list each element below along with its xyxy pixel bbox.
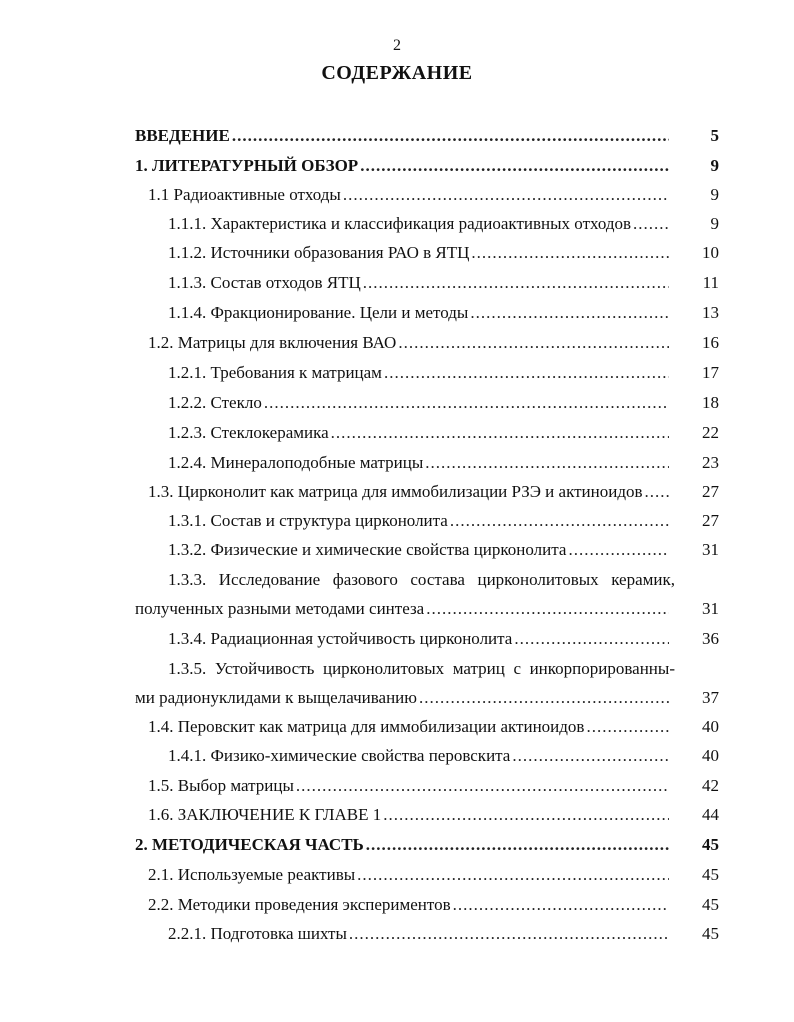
- toc-entry-page: 45: [702, 924, 719, 943]
- toc-entry-label: 1.1 Радиоактивные отходы: [148, 185, 341, 204]
- toc-entry-page: 36: [702, 629, 719, 648]
- toc-entry-label: 1.4. Перовскит как матрица для иммобилизации актиноидов: [148, 717, 585, 736]
- toc-entry-page: 45: [702, 835, 719, 854]
- toc-entry-page: 9: [710, 214, 719, 233]
- toc-entry-page: 42: [702, 776, 719, 795]
- page-number: 2: [393, 37, 401, 54]
- toc-entry-page: 18: [702, 393, 719, 412]
- toc-leader-dots: [366, 833, 669, 857]
- toc-entry-label: 1.6. ЗАКЛЮЧЕНИЕ К ГЛАВЕ 1: [148, 805, 382, 824]
- toc-leader-dots: [450, 509, 669, 533]
- toc-leader-dots: [232, 124, 669, 148]
- toc-entry: [135, 124, 719, 148]
- toc-entry: [148, 715, 719, 739]
- toc-leader-dots: [357, 863, 669, 887]
- toc-entry-label: 2.2. Методики проведения экспериментов: [148, 895, 451, 914]
- toc-entry-label: 1.2.1. Требования к матрицам: [168, 363, 382, 382]
- toc-entry-page: 31: [702, 540, 719, 559]
- toc-entry-page: 17: [702, 363, 719, 382]
- toc-entry-label: 1.2.4. Минералоподобные матрицы: [168, 453, 424, 472]
- toc-leader-dots: [360, 154, 669, 178]
- toc-entry: [135, 833, 719, 857]
- toc-entry: [168, 922, 719, 946]
- toc-leader-dots: [331, 421, 669, 445]
- toc-leader-dots: [296, 774, 669, 798]
- toc-entry: [168, 509, 719, 533]
- toc-entry-label: 1.5. Выбор матрицы: [148, 776, 294, 795]
- toc-entry-page: 40: [702, 717, 719, 736]
- toc-entry: [135, 686, 719, 710]
- toc-leader-dots: [514, 627, 669, 651]
- toc-entry-label: 1.1.1. Характеристика и классификация радиоактивных отходов: [168, 214, 632, 233]
- toc-entry-label: 1.1.3. Состав отходов ЯТЦ: [168, 273, 361, 292]
- toc-leader-dots: [363, 271, 669, 295]
- toc-entry: [148, 863, 719, 887]
- toc-leader-dots: [343, 183, 669, 207]
- toc-leader-dots: [426, 597, 669, 621]
- toc-entry: [168, 627, 719, 651]
- toc-entry-page: 31: [702, 599, 719, 618]
- toc-entry-page: 45: [702, 895, 719, 914]
- toc-entry-page: 13: [702, 303, 719, 322]
- toc-entry-label: 1.2.3. Стеклокерамика: [168, 423, 329, 442]
- toc-entry-label: полученных разными методами синтеза: [135, 599, 425, 618]
- toc-entry: [168, 241, 719, 265]
- toc-leader-dots: [384, 361, 669, 385]
- toc-entry-first-line: 1.3.3. Исследование фазового состава цирконолитовых керамик,: [168, 570, 675, 589]
- toc-entry-label: 2.2.1. Подготовка шихты: [168, 924, 347, 943]
- toc-entry-first-line: 1.3.5. Устойчивость цирконолитовых матриц с инкорпорированны-: [168, 659, 675, 678]
- toc-leader-dots: [568, 538, 669, 562]
- toc-leader-dots: [349, 922, 669, 946]
- toc-entry-page: 45: [702, 865, 719, 884]
- toc-entry-page: 10: [702, 243, 719, 262]
- toc-entry: [148, 183, 719, 207]
- toc-leader-dots: [645, 480, 669, 504]
- toc-entry-label: 1. ЛИТЕРАТУРНЫЙ ОБЗОР: [135, 156, 359, 175]
- toc-entry: [168, 744, 719, 768]
- toc-entry: [168, 538, 719, 562]
- toc-entry: [168, 361, 719, 385]
- toc-entry-label: 1.3.4. Радиационная устойчивость цирконолита: [168, 629, 513, 648]
- toc-entry-label: 1.2. Матрицы для включения ВАО: [148, 333, 397, 352]
- toc-entry: [148, 893, 719, 917]
- toc-leader-dots: [398, 331, 669, 355]
- toc-entry: [148, 803, 719, 827]
- toc-entry-page: 37: [702, 688, 719, 707]
- toc-leader-dots: [425, 451, 669, 475]
- toc-entry-label: 1.1.2. Источники образования РАО в ЯТЦ: [168, 243, 470, 262]
- toc-leader-dots: [512, 744, 669, 768]
- page-title: СОДЕРЖАНИЕ: [321, 62, 473, 84]
- toc-leader-dots: [471, 241, 669, 265]
- toc-entry-label: 1.3.1. Состав и структура цирконолита: [168, 511, 448, 530]
- toc-entry-label: 1.2.2. Стекло: [168, 393, 262, 412]
- toc-leader-dots: [586, 715, 669, 739]
- toc-entry: [168, 421, 719, 445]
- toc-entry: [168, 301, 719, 325]
- toc-entry: [168, 212, 719, 236]
- toc-entry-page: 27: [702, 482, 719, 501]
- toc-entry: [148, 331, 719, 355]
- toc-entry-label: 2. МЕТОДИЧЕСКАЯ ЧАСТЬ: [135, 835, 364, 854]
- toc-entry-label: 1.3.2. Физические и химические свойства цирконолита: [168, 540, 567, 559]
- toc-entry: [135, 154, 719, 178]
- toc-entry-page: 5: [710, 126, 719, 145]
- toc-entry-page: 27: [702, 511, 719, 530]
- toc-leader-dots: [470, 301, 669, 325]
- toc-leader-dots: [633, 212, 669, 236]
- toc-entry-label: 1.1.4. Фракционирование. Цели и методы: [168, 303, 469, 322]
- toc-entry: [148, 480, 719, 504]
- toc-entry-label: ВВЕДЕНИЕ: [135, 126, 230, 145]
- toc-entry-label: 1.4.1. Физико-химические свойства перовскита: [168, 746, 511, 765]
- toc-entry-page: 22: [702, 423, 719, 442]
- toc-entry-label: 1.3. Цирконолит как матрица для иммобилизации РЗЭ и актиноидов: [148, 482, 643, 501]
- toc-entry-label: 2.1. Используемые реактивы: [148, 865, 356, 884]
- toc-entry-page: 44: [702, 805, 719, 824]
- toc-entry: [135, 597, 719, 621]
- toc-entry: [168, 391, 719, 415]
- toc-entry: [148, 774, 719, 798]
- toc-entry-label: ми радионуклидами к выщелачиванию: [135, 688, 417, 707]
- toc-entry: [168, 451, 719, 475]
- toc-entry-page: 23: [702, 453, 719, 472]
- toc-leader-dots: [264, 391, 669, 415]
- toc-leader-dots: [453, 893, 669, 917]
- toc-leader-dots: [383, 803, 669, 827]
- toc-entry-page: 16: [702, 333, 719, 352]
- toc-entry-page: 9: [710, 156, 719, 175]
- toc-leader-dots: [419, 686, 669, 710]
- toc-entry-page: 11: [702, 273, 719, 292]
- toc-entry: [168, 271, 719, 295]
- toc-entry-page: 9: [710, 185, 719, 204]
- toc-entry-page: 40: [702, 746, 719, 765]
